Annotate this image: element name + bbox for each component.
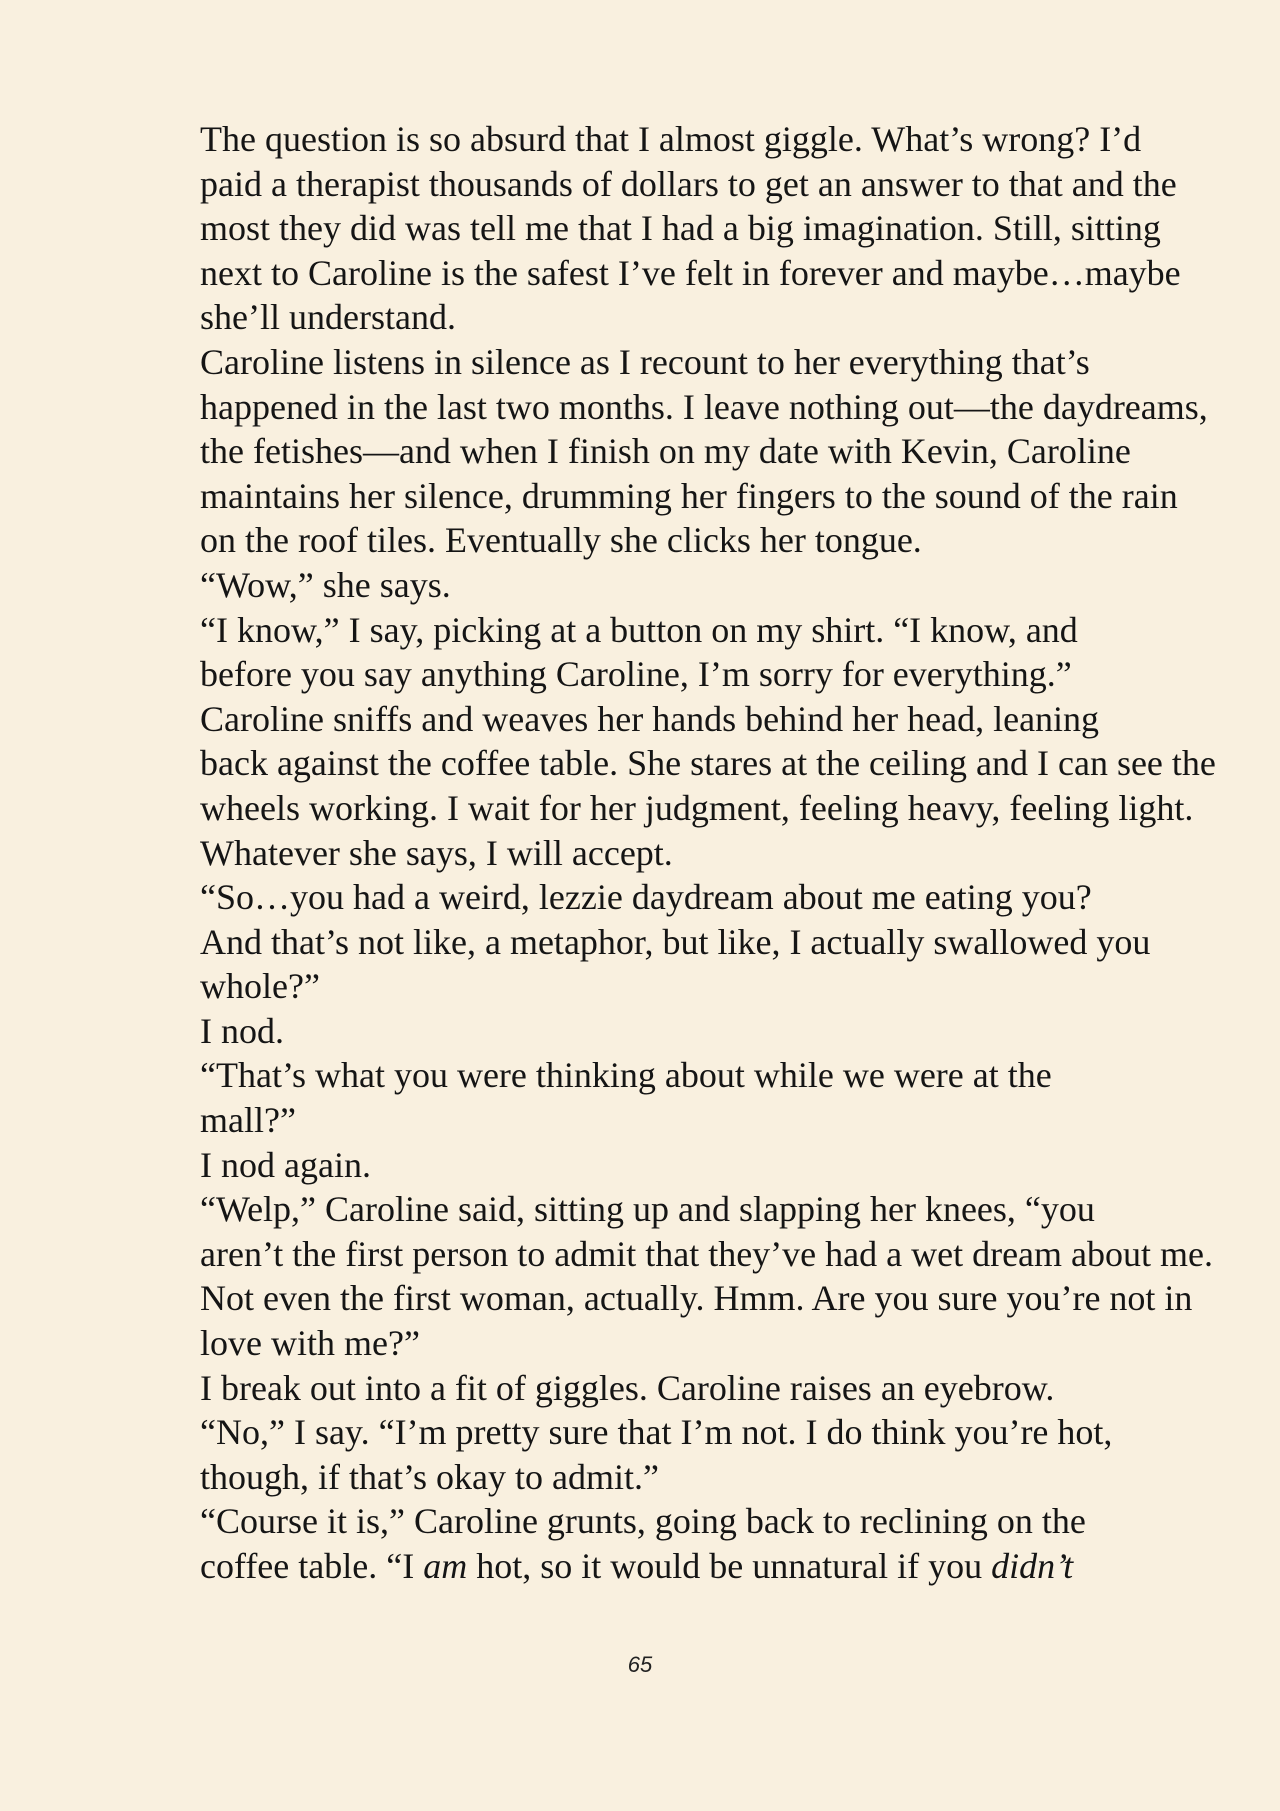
text-fragment: hot, so it would be unnatural if you bbox=[467, 1546, 992, 1586]
italic-text: am bbox=[423, 1546, 468, 1586]
italic-text: didn’t bbox=[991, 1546, 1074, 1586]
text-line: before you say anything Caroline, I’m sorry for everything.” bbox=[200, 654, 1072, 695]
paragraph bbox=[122, 1366, 1162, 1411]
text-line: Caroline sniffs and weaves her hands behind her head, leaning bbox=[200, 698, 1100, 739]
text-line: most they did was tell me that I had a big imagination. Still, sitting bbox=[200, 208, 1161, 249]
text-line: I break out into a fit of giggles. Caroline raises an eyebrow. bbox=[200, 1367, 1055, 1408]
text-line bbox=[122, 1544, 1162, 1589]
text-line: I nod again. bbox=[200, 1144, 371, 1185]
text-line: the fetishes—and when I finish on my date with Kevin, Caroline bbox=[200, 431, 1131, 472]
text-line: And that’s not like, a metaphor, but like, I actually swallowed you bbox=[200, 921, 1151, 962]
text-line: happened in the last two months. I leave nothing out—the daydreams, bbox=[200, 386, 1208, 427]
text-line: aren’t the first person to admit that they’ve had a wet dream about me. bbox=[200, 1233, 1213, 1274]
text-line: The question is so absurd that I almost giggle. What’s wrong? I’d bbox=[200, 119, 1142, 159]
text-line: Not even the first woman, actually. Hmm. Are you sure you’re not in bbox=[200, 1278, 1193, 1319]
text-line: maintains her silence, drumming her fingers to the sound of the rain bbox=[200, 475, 1178, 516]
body-text bbox=[122, 117, 1216, 1589]
paragraph bbox=[122, 697, 1216, 875]
paragraph bbox=[122, 563, 1162, 608]
paragraph bbox=[122, 608, 1162, 697]
paragraph bbox=[122, 1143, 1162, 1188]
paragraph bbox=[122, 1009, 1162, 1054]
text-line: love with me?” bbox=[200, 1323, 420, 1364]
paragraph bbox=[122, 875, 1162, 1009]
text-line: “Wow,” she says. bbox=[200, 564, 451, 605]
text-line: “Course it is,” Caroline grunts, going back to reclining on the bbox=[200, 1501, 1086, 1542]
text-line: next to Caroline is the safest I’ve felt in forever and maybe…maybe bbox=[200, 252, 1181, 293]
text-line: “So…you had a weird, lezzie daydream about me eating you? bbox=[200, 877, 1092, 918]
text-line: she’ll understand. bbox=[200, 297, 456, 338]
text-line: though, if that’s okay to admit.” bbox=[200, 1456, 659, 1497]
text-line: on the roof tiles. Eventually she clicks her tongue. bbox=[200, 520, 922, 561]
text-line: I nod. bbox=[200, 1010, 284, 1051]
text-line: “I know,” I say, picking at a button on my shirt. “I know, and bbox=[200, 609, 1078, 650]
paragraph bbox=[122, 1187, 1213, 1365]
paragraph bbox=[122, 340, 1208, 563]
text-line: Caroline listens in silence as I recount to her everything that’s bbox=[200, 341, 1090, 382]
paragraph bbox=[122, 1053, 1162, 1142]
text-line: Whatever she says, I will accept. bbox=[200, 832, 673, 873]
paragraph bbox=[122, 1410, 1162, 1499]
text-line: “Welp,” Caroline said, sitting up and slapping her knees, “you bbox=[200, 1189, 1095, 1230]
text-line: mall?” bbox=[200, 1100, 296, 1141]
text-fragment: coffee table. “I bbox=[200, 1546, 424, 1586]
text-line: back against the coffee table. She stares at the ceiling and I can see the bbox=[200, 743, 1216, 784]
paragraph bbox=[122, 1499, 1162, 1588]
text-line: whole?” bbox=[200, 966, 320, 1007]
text-line: paid a therapist thousands of dollars to get an answer to that and the bbox=[200, 163, 1177, 204]
paragraph bbox=[122, 117, 1181, 340]
text-line: wheels working. I wait for her judgment, feeling heavy, feeling light. bbox=[200, 787, 1194, 828]
text-line: “No,” I say. “I’m pretty sure that I’m not. I do think you’re hot, bbox=[200, 1412, 1113, 1453]
page-number: 65 bbox=[627, 1652, 653, 1677]
text-line: “That’s what you were thinking about while we were at the bbox=[200, 1055, 1052, 1096]
